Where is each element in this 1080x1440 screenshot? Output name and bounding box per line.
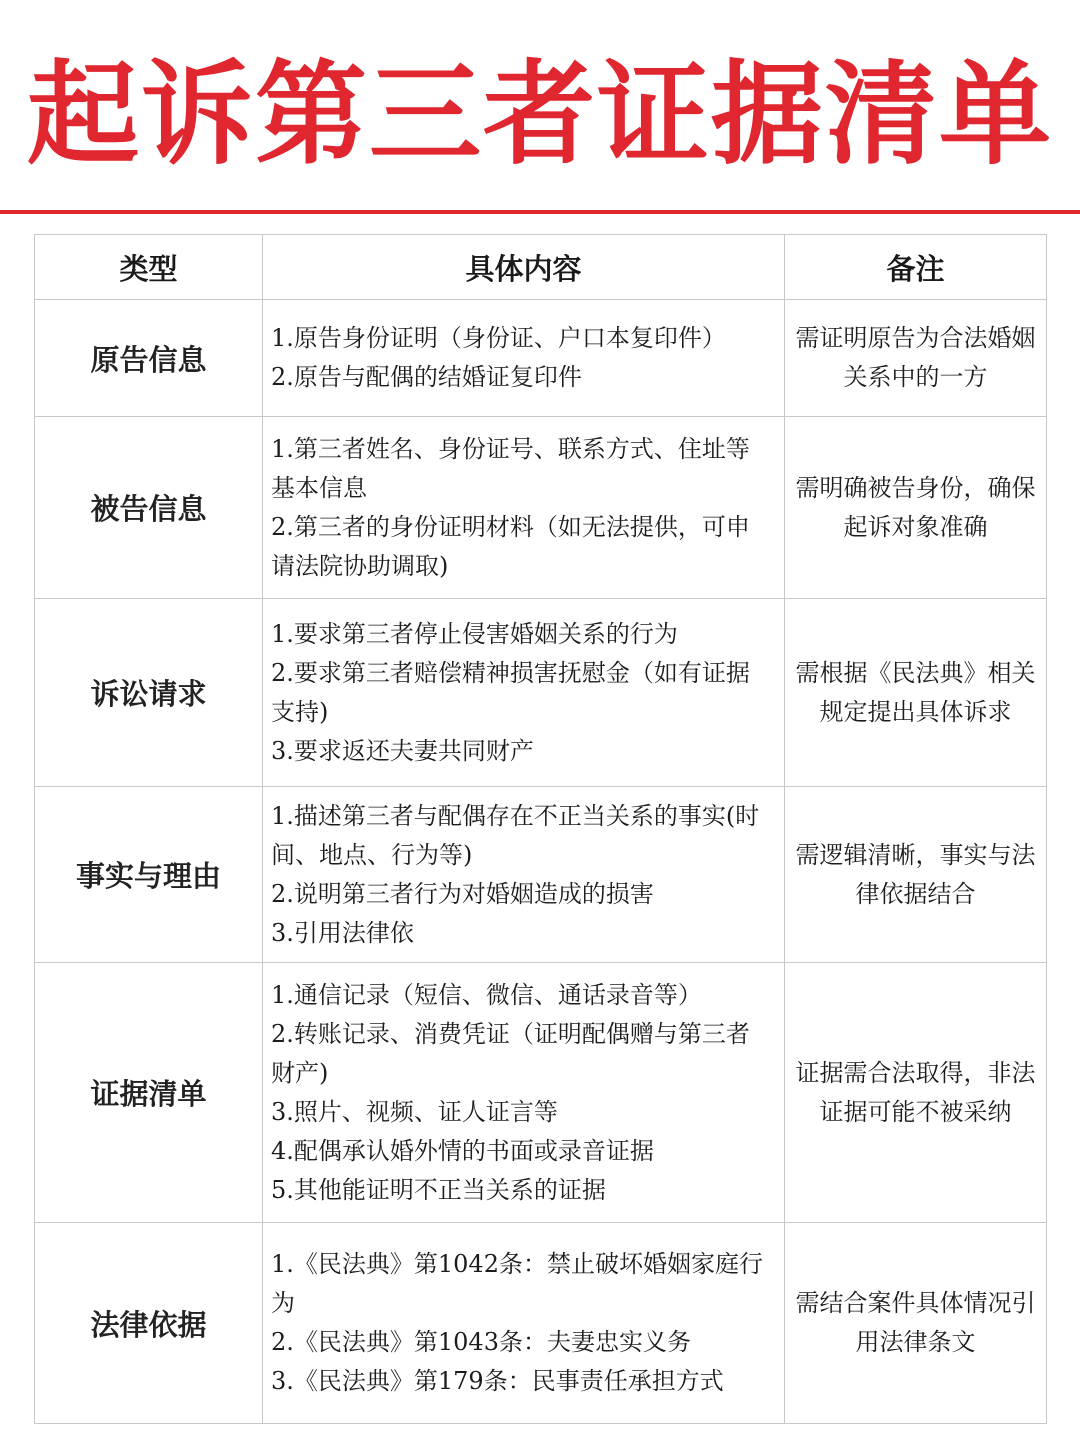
row-category: 证据清单 (35, 963, 263, 1223)
content-item: 3.要求返还夫妻共同财产 (271, 736, 534, 765)
row-category: 原告信息 (35, 300, 263, 417)
content-item: 3.照片、视频、证人证言等 (271, 1097, 558, 1126)
header-type: 类型 (35, 235, 263, 300)
row-content (263, 963, 785, 1223)
content-item: 1.第三者姓名、身份证号、联系方式、住址等基本信息 (271, 434, 750, 502)
table-row (35, 300, 1047, 417)
row-category: 事实与理由 (35, 787, 263, 963)
table-row (35, 963, 1047, 1223)
title-divider (0, 210, 1080, 214)
content-item: 2.要求第三者赔偿精神损害抚慰金（如有证据支持) (271, 658, 750, 726)
evidence-table (34, 234, 1047, 1424)
table-row (35, 599, 1047, 787)
content-item: 1.原告身份证明（身份证、户口本复印件） (271, 324, 726, 352)
header-content: 具体内容 (263, 235, 785, 300)
content-item: 2.第三者的身份证明材料（如无法提供，可申请法院协助调取) (271, 512, 750, 580)
row-note: 需明确被告身份，确保起诉对象准确 (785, 417, 1047, 599)
row-note: 需根据《民法典》相关规定提出具体诉求 (785, 599, 1047, 787)
row-category: 法律依据 (35, 1223, 263, 1424)
row-category: 诉讼请求 (35, 599, 263, 787)
content-item: 1.《民法典》第1042条：禁止破坏婚姻家庭行为 (271, 1250, 763, 1317)
row-content (263, 1223, 785, 1424)
content-item: 3.《民法典》第179条：民事责任承担方式 (271, 1367, 724, 1395)
content-item: 2.《民法典》第1043条：夫妻忠实义务 (271, 1328, 691, 1356)
content-item: 4.配偶承认婚外情的书面或录音证据 (271, 1136, 654, 1165)
table-row (35, 1223, 1047, 1424)
content-item: 1.通信记录（短信、微信、通话录音等） (271, 980, 702, 1009)
header-note: 备注 (785, 235, 1047, 300)
page-title: 起诉第三者证据清单 (27, 50, 1053, 180)
row-category: 被告信息 (35, 417, 263, 599)
table-row (35, 417, 1047, 599)
row-note: 需结合案件具体情况引用法律条文 (785, 1223, 1047, 1424)
row-note: 需逻辑清晰，事实与法律依据结合 (785, 787, 1047, 963)
content-item: 1.描述第三者与配偶存在不正当关系的事实(时间、地点、行为等) (271, 801, 760, 869)
row-content (263, 787, 785, 963)
content-item: 2.转账记录、消费凭证（证明配偶赠与第三者财产) (271, 1019, 750, 1087)
content-item: 2.原告与配偶的结婚证复印件 (271, 363, 582, 391)
row-content (263, 417, 785, 599)
row-note: 证据需合法取得，非法证据可能不被采纳 (785, 963, 1047, 1223)
row-content (263, 300, 785, 417)
row-note: 需证明原告为合法婚姻关系中的一方 (785, 300, 1047, 417)
content-item: 1.要求第三者停止侵害婚姻关系的行为 (271, 619, 678, 648)
table-row (35, 787, 1047, 963)
table-header-row (35, 235, 1047, 300)
row-content (263, 599, 785, 787)
content-item: 5.其他能证明不正当关系的证据 (271, 1175, 606, 1204)
content-item: 2.说明第三者行为对婚姻造成的损害 (271, 879, 654, 908)
content-item: 3.引用法律依 (271, 918, 414, 947)
